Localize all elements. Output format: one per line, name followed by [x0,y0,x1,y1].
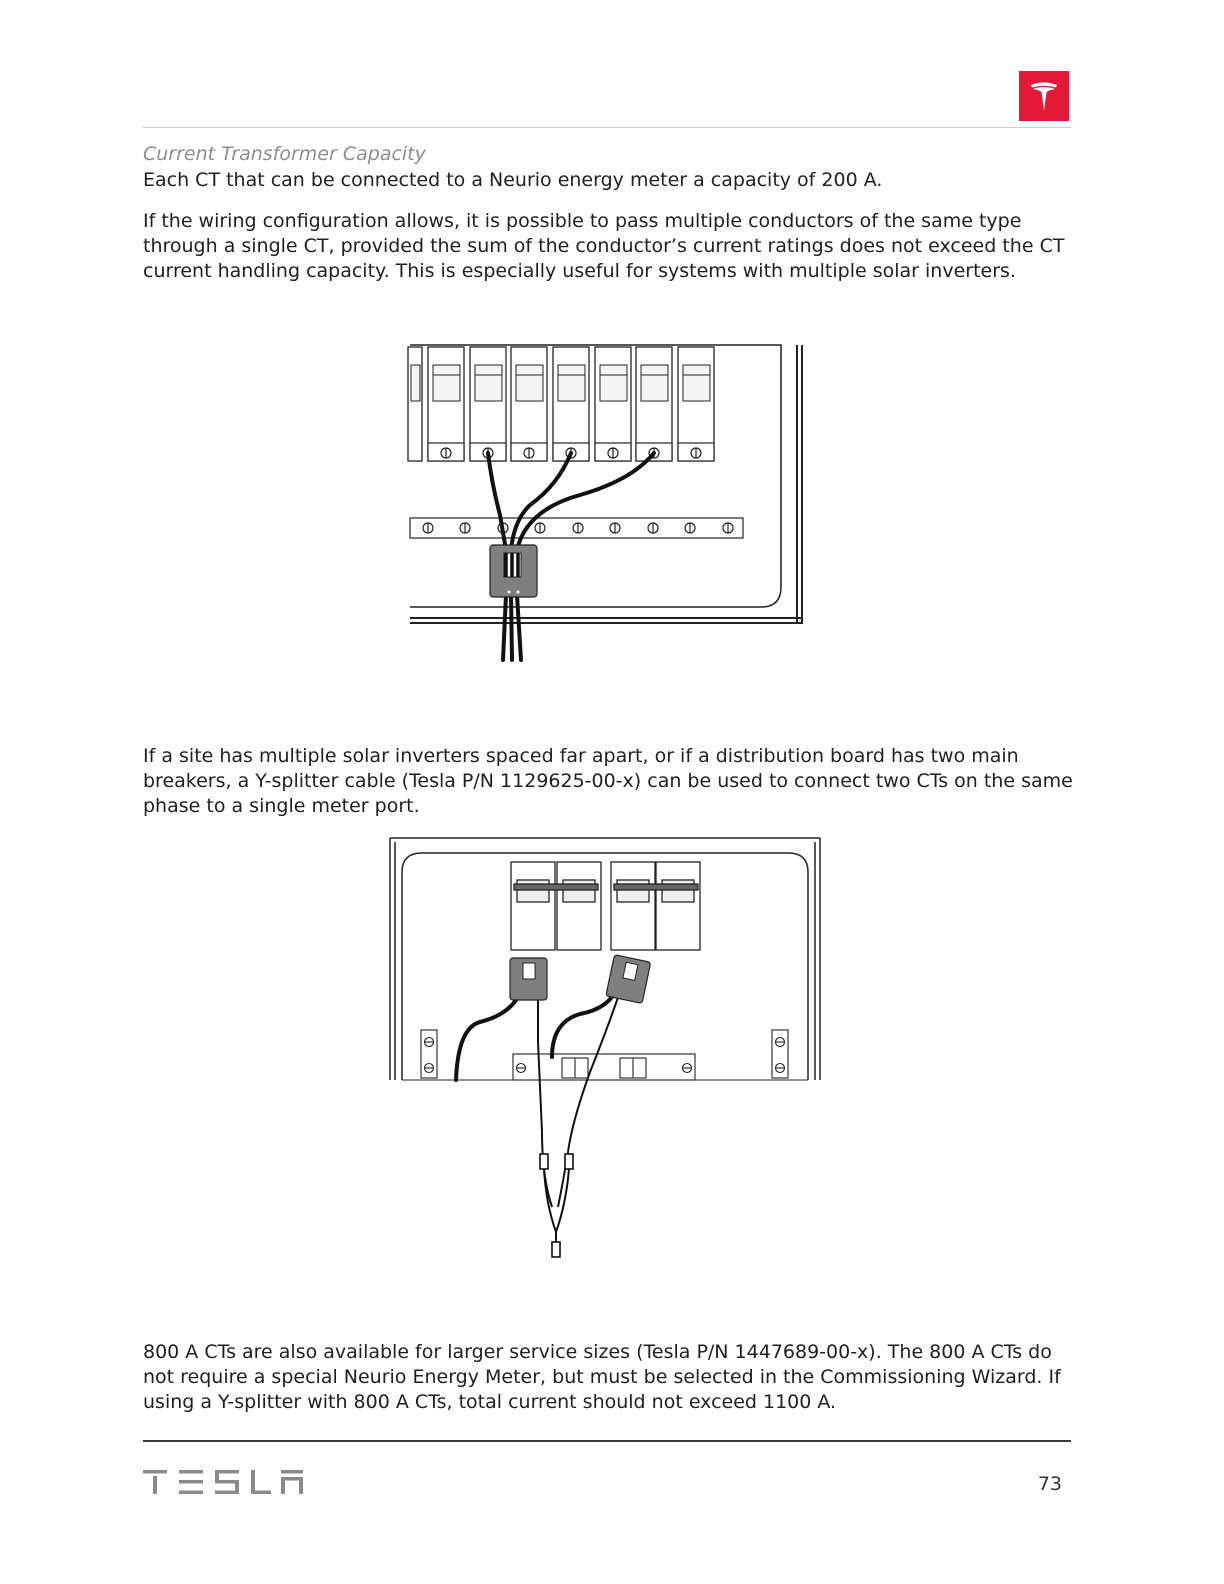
breaker-handles [411,365,710,401]
footer-divider [143,1440,1071,1442]
paragraph-y-splitter: If a site has multiple solar inverters spaced far apart, or if a distribution board has two main breakers, a Y-splitter cable (Tesla P/N 1129625-00-x) can be used to connect two CTs on the same phase to a single meter port. [143,745,1073,817]
main-breaker-left [511,862,601,950]
current-transformer [490,545,537,597]
ct-clamp-right [606,955,651,1004]
paragraph-ct-capacity: Each CT that can be connected to a Neurio energy meter a capacity of 200 A. [143,169,883,191]
main-breaker-right [611,862,700,950]
neutral-busbar [410,518,743,538]
ct-clamp-left [510,958,547,1000]
page-number: 73 [1037,1473,1062,1495]
tesla-logo-icon [1019,71,1069,121]
paragraph-800a-cts: 800 A CTs are also available for larger service sizes (Tesla P/N 1447689-00-x). The 800 A CTs do not require a special Neurio Energy Meter, but must be selected in the Commissioning Wizard. If using a Y-splitter with 800 A CTs, total current should not exceed 1100 A. [143,1341,1061,1413]
y-splitter-cable [538,977,625,1207]
panel-enclosure [390,838,820,1080]
header-divider [143,127,1071,128]
y-splitter-two-cts-diagram [380,832,830,1262]
paragraph-multiple-conductors: If the wiring configuration allows, it is possible to pass multiple conductors of the same type through a single CT, provided the sum of the conductor’s current ratings does not exceed the CT current handling capacity. This is especially useful for systems with multiple solar inverters. [143,210,1065,282]
multiple-conductors-through-single-ct-diagram [400,335,820,670]
section-heading: Current Transformer Capacity [143,143,426,165]
tesla-wordmark-icon [143,1470,303,1498]
